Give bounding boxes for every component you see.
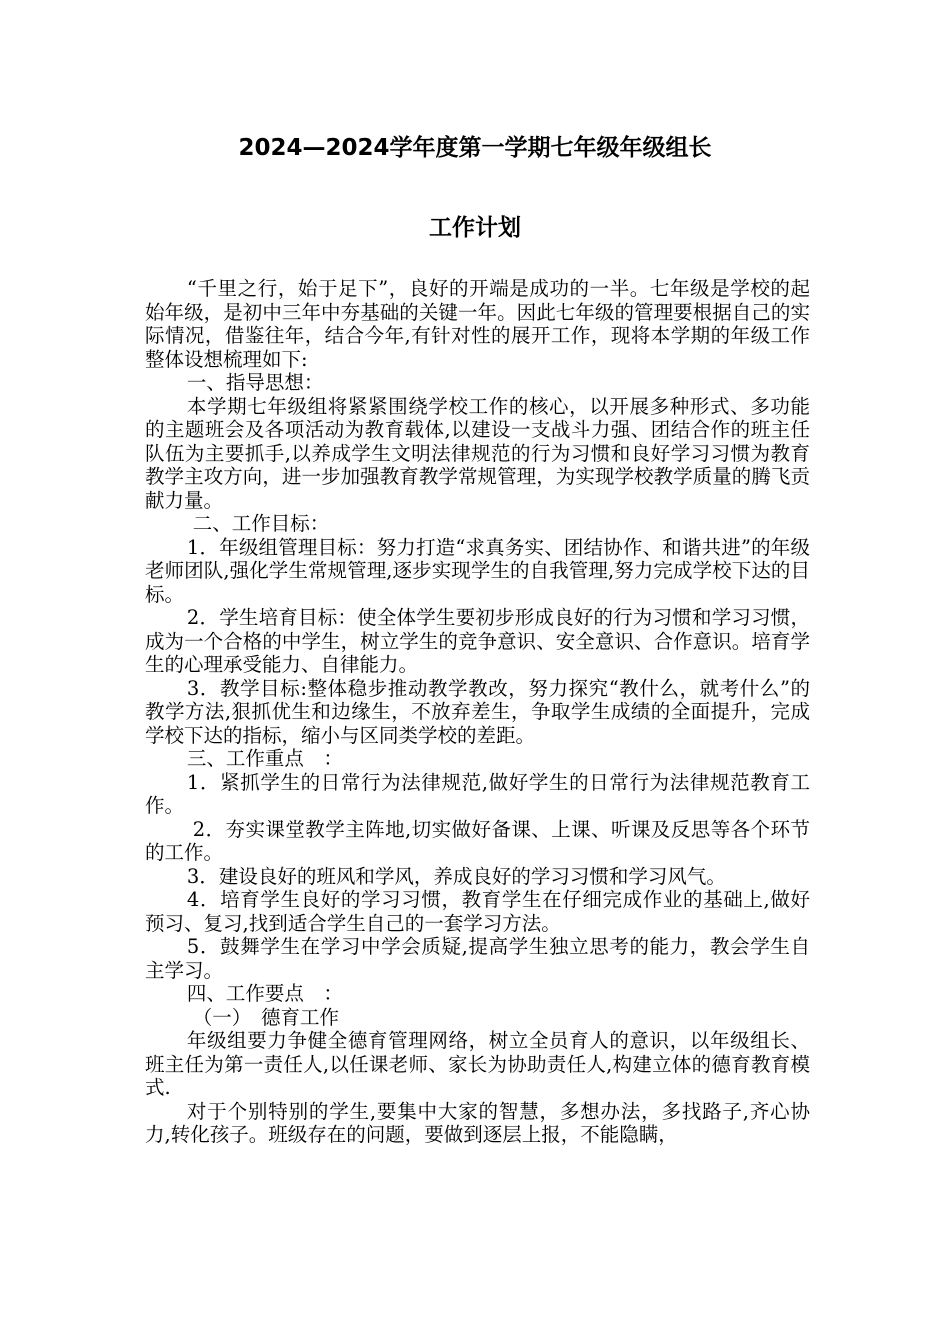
focus-item-3: 3．建设良好的班风和学风，养成良好的学习习惯和学习风气。	[186, 864, 726, 888]
section-heading-guiding-ideology: 一、指导思想：	[186, 371, 324, 394]
moral-education-paragraph-2: 对于个别特别的学生,要集中大家的智慧，多想办法，多找路子,齐心协力,转化孩子。班级存在的问题，要做到逐层上报，不能隐瞒，	[145, 1099, 810, 1146]
intro-paragraph: “千里之行，始于足下”，良好的开端是成功的一半。七年级是学校的起始年级，是初中三年中夯基础的关键一年。因此七年级的管理要根据自己的实际情况，借鉴往年，结合今年,有针对性的展开工作，现将本学期的年级工作整体设想梳理如下:	[145, 277, 810, 371]
section-heading-work-points: 四、工作要点 ：	[186, 982, 343, 1005]
guiding-ideology-paragraph: 本学期七年级组将紧紧围绕学校工作的核心，以开展多种形式、多功能的主题班会及各项活动为教育载体,以建设一支战斗力强、团结合作的班主任队伍为主要抓手,以养成学生文明法律规范的行为习惯和良好学习习惯为教育教学主攻方向，进一步加强教育教学常规管理，为实现学校教学质量的腾飞贡献力量。	[145, 394, 810, 512]
document-body	[145, 277, 810, 1147]
focus-item-1: 1．紧抓学生的日常行为法律规范,做好学生的日常行为法律规范教育工作。	[145, 770, 810, 817]
moral-education-paragraph-1: 年级组要力争健全德育管理网络，树立全员育人的意识，以年级组长、班主任为第一责任人,以任课老师、家长为协助责任人,构建立体的德育教育模式.	[145, 1029, 810, 1099]
document-title-line-1: 2024—2024学年度第一学期七年级年级组长	[238, 135, 712, 161]
goal-item-2: 2．学生培育目标：使全体学生要初步形成良好的行为习惯和学习习惯，成为一个合格的中学生，树立学生的竞争意识、安全意识、合作意识。培育学生的心理承受能力、自律能力。	[145, 606, 810, 676]
section-heading-work-focus: 三、工作重点 ：	[186, 747, 343, 770]
focus-item-5: 5．鼓舞学生在学习中学会质疑,提高学生独立思考的能力，教会学生自主学习。	[145, 935, 810, 982]
focus-item-4: 4．培育学生良好的学习习惯，教育学生在仔细完成作业的基础上,做好预习、复习,找到适合学生自己的一套学习方法。	[145, 888, 810, 935]
subsection-heading-moral-education: （一） 德育工作	[192, 1005, 340, 1029]
goal-item-1: 1．年级组管理目标：努力打造“求真务实、团结协作、和谐共进”的年级老师团队,强化学生常规管理,逐步实现学生的自我管理,努力完成学校下达的目标。	[145, 535, 810, 606]
section-heading-work-goals: 二、工作目标：	[192, 512, 330, 535]
document-title-line-2: 工作计划	[429, 215, 521, 241]
goal-item-3: 3．教学目标:整体稳步推动教学教改，努力探究“教什么，就考什么”的教学方法,狠抓优生和边缘生，不放弃差生，争取学生成绩的全面提升，完成学校下达的指标，缩小与区同类学校的差距。	[145, 676, 810, 747]
focus-item-2: 2．夯实课堂教学主阵地,切实做好备课、上课、听课及反思等各个环节的工作。	[145, 817, 810, 864]
